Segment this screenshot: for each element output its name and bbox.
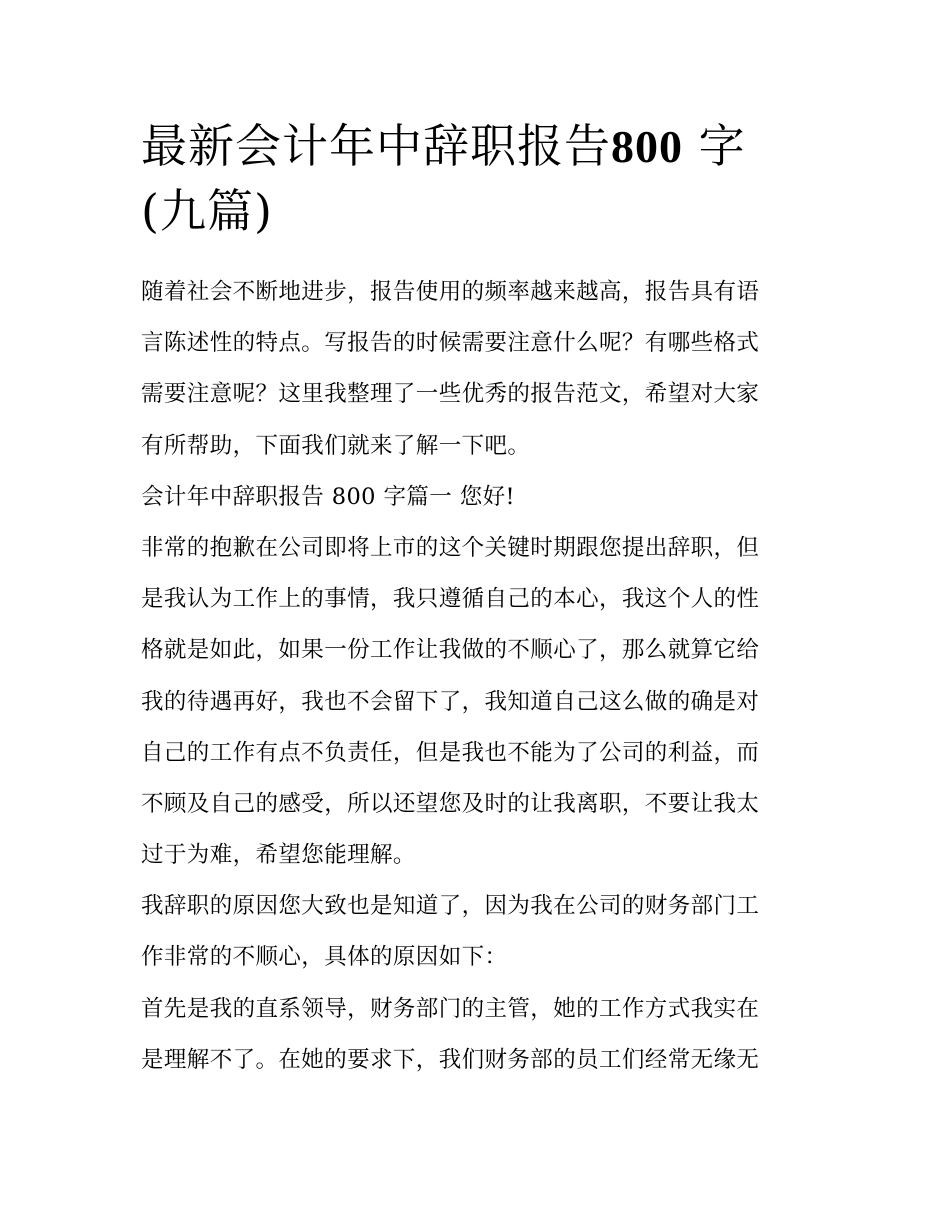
paragraph-line: 随着社会不断地进步，报告使用的频率越来越高，报告具有语 xyxy=(141,279,760,305)
paragraph-line: 是我认为工作上的事情，我只遵循自己的本心，我这个人的性 xyxy=(141,586,760,613)
document-title xyxy=(141,114,812,244)
paragraph-line: 我辞职的原因您大致也是知道了，因为我在公司的财务部门工 xyxy=(141,893,760,920)
paragraph xyxy=(141,523,812,881)
paragraph xyxy=(141,267,812,472)
paragraph-line: 言陈述性的特点。写报告的时候需要注意什么呢？有哪些格式 xyxy=(141,330,760,357)
document-body xyxy=(141,267,812,1086)
paragraph-line: 会计年中辞职报告 800 字篇一 您好! xyxy=(141,483,515,510)
paragraph xyxy=(141,881,812,983)
paragraph xyxy=(141,984,812,1086)
paragraph-line: 过于为难，希望您能理解。 xyxy=(141,842,416,869)
paragraph-line: 首先是我的直系领导，财务部门的主管，她的工作方式我实在 xyxy=(141,995,760,1022)
paragraph-line: 作非常的不顺心，具体的原因如下： xyxy=(141,944,508,971)
paragraph xyxy=(141,472,812,523)
paragraph-line: 我的待遇再好，我也不会留下了，我知道自己这么做的确是对 xyxy=(141,688,760,715)
title-number: 800 xyxy=(611,121,683,172)
paragraph-line: 非常的抱歉在公司即将上市的这个关键时期跟您提出辞职，但 xyxy=(141,534,760,561)
paragraph-line: 有所帮助，下面我们就来了解一下吧。 xyxy=(141,432,531,459)
paragraph-line: 不顾及自己的感受，所以还望您及时的让我离职，不要让我太 xyxy=(141,790,760,817)
title-suffix: 字 xyxy=(698,119,746,173)
document-title-line-1 xyxy=(141,114,812,179)
document-title-line-2: (九篇) xyxy=(141,184,273,238)
paragraph-line: 自己的工作有点不负责任，但是我也不能为了公司的利益，而 xyxy=(141,739,760,766)
paragraph-line: 格就是如此，如果一份工作让我做的不顺心了，那么就算它给 xyxy=(141,637,760,664)
title-text: 最新会计年中辞职报告 xyxy=(141,119,611,173)
paragraph-line: 是理解不了。在她的要求下，我们财务部的员工们经常无缘无 xyxy=(141,1046,760,1073)
paragraph-line: 需要注意呢？这里我整理了一些优秀的报告范文，希望对大家 xyxy=(141,381,760,408)
